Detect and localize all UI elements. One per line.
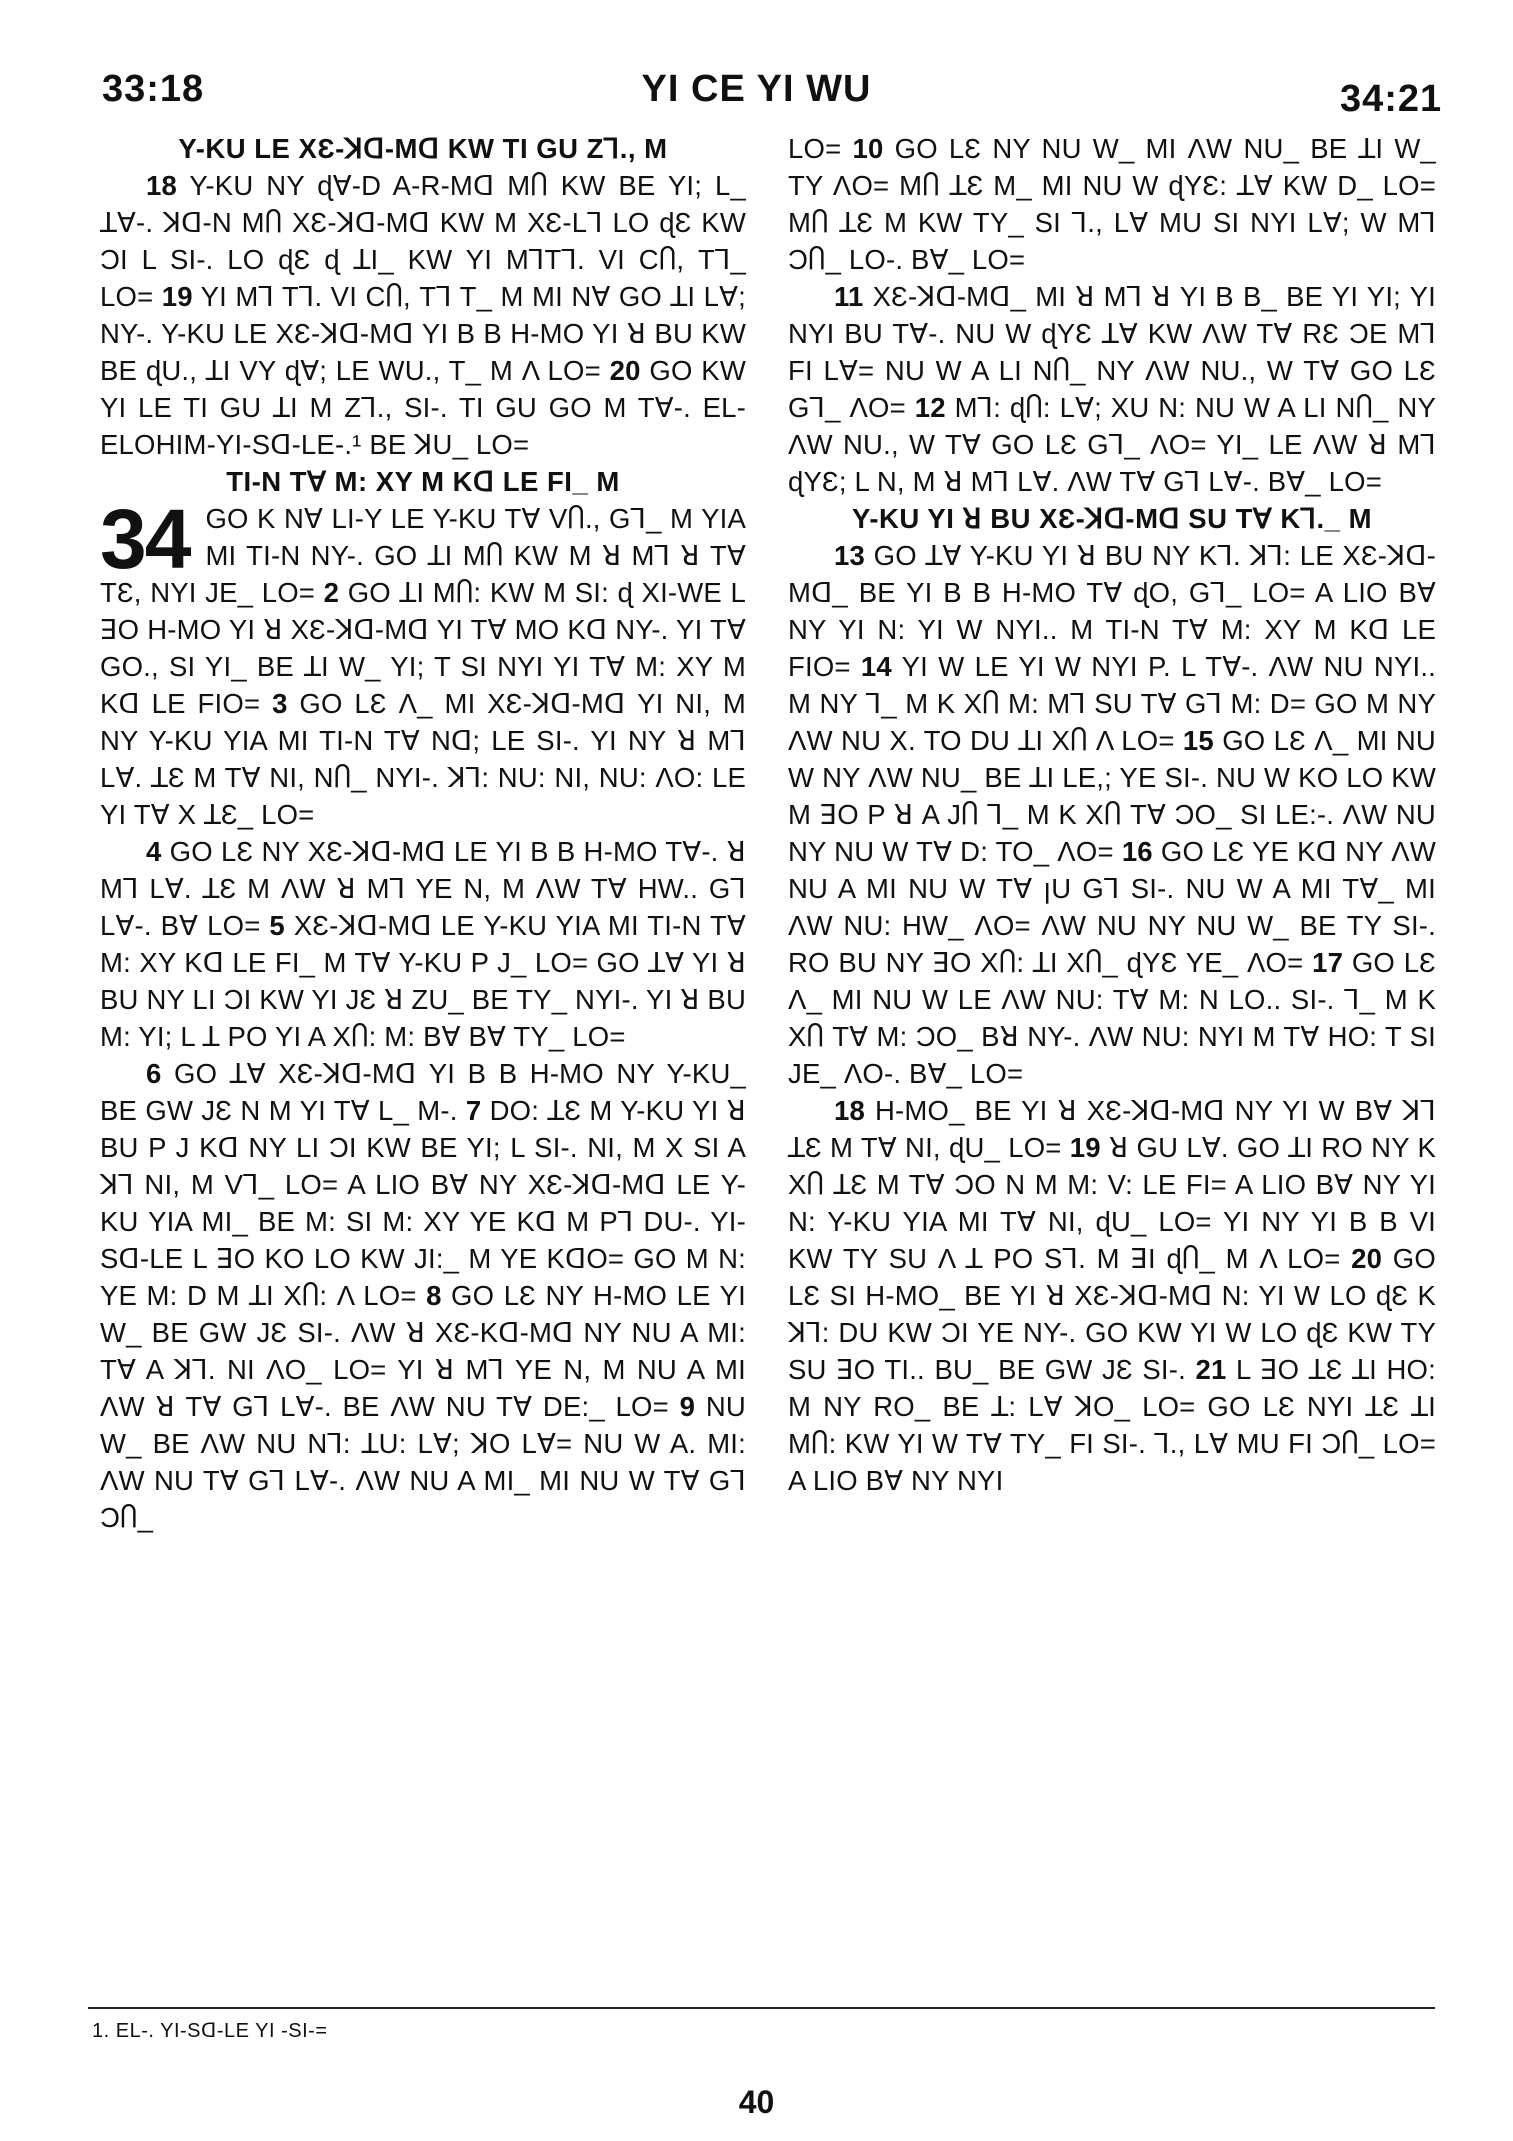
verse-text: GO LƐ Λ_ MI XƐ-ꓘᗡ-Mᗡ YI NI, M NY Y-KU YIA MI TI-N TⱯ Nᗡ; LE SI-. YI NY ꓤ M⅂ LⱯ. ꓕƐ M TⱯ NI, NႶ_ NYI-. ꓘ⅂: NU: NI, NU: ΛO: LE YI TⱯ X ꓕƐ_ LO= [100, 688, 746, 830]
section-heading: TI-N TⱯ M: XY M Kᗡ LE FI_ M [226, 466, 620, 497]
verse-text: L ꓱO ꓕƐ ꓕI HO: M NY RO_ BE ꓕ: LⱯ ꓘO_ LO= GO LƐ NYI ꓕƐ ꓕI MႶ: KW YI W TⱯ TY_ FI SI-. ⅂., LⱯ MU FI ƆႶ_ LO= A LIO BⱯ NY NYI [788, 1354, 1436, 1496]
header-book-title: YI CE YI WU [641, 68, 872, 110]
verse-number: 19 [161, 281, 193, 312]
verse-text: LO= [788, 133, 842, 164]
footnote-divider [88, 2007, 1435, 2009]
verse-text: Y-KU NY ɖⱯ-D A-R-Mᗡ MႶ KW BE YI; L_ ꓕⱯ-. ꓘᗡ-N MႶ XƐ-ꓘᗡ-Mᗡ KW M XƐ-L⅂ LO ɖƐ KW ƆI L SI-. LO ɖƐ ɖ ꓕI_ KW YI M⅂T⅂. VI CႶ, T⅂_ LO= [100, 170, 746, 312]
verse-text: GO ꓕⱯ Y-KU YI ꓤ BU NY K⅂. ꓘ⅂: LE XƐ-ꓘᗡ-Mᗡ_ BE YI B B H-MO TⱯ ɖO, G⅂_ LO= A LIO BⱯ NY YI N: YI W NYI.. M TI-N TⱯ M: XY M Kᗡ LE FIO= [788, 540, 1436, 682]
verse-number: 4 [146, 836, 162, 867]
verse-number: 20 [609, 355, 641, 386]
verse-number: 3 [272, 688, 288, 719]
verse-text: XƐ-ꓘᗡ-Mᗡ LE Y-KU YIA MI TI-N TⱯ M: XY Kᗡ LE FI_ M TⱯ Y-KU P J_ LO= GO ꓕⱯ YI ꓤ BU NY LI ƆI KW YI JƐ ꓤ ZU_ BE TY_ NYI-. YI ꓤ BU M: YI; L ꓕ PO YI A XႶ: M: BⱯ BⱯ TY_ LO= [100, 910, 747, 1052]
verse-number: 13 [834, 540, 865, 571]
verse-text: NU W_ BE ΛW NU N⅂: ꓕU: LⱯ; ꓘO LⱯ= NU W A. MI: ΛW NU TⱯ G⅂ LⱯ-. ΛW NU A MI_ MI NU W TⱯ G⅂ ƆႶ_ [100, 1391, 746, 1533]
paragraph [100, 1055, 746, 1536]
left-column [100, 130, 746, 1536]
verse-number: 20 [1351, 1243, 1383, 1274]
verse-text: M⅂: ɖႶ: LⱯ; XU N: NU W A LI NႶ_ NY ΛW NU., W TⱯ GO LƐ G⅂_ ΛO= YI_ LE ΛW ꓤ M⅂ ɖYƐ; L N, M ꓤ M⅂ LⱯ. ΛW TⱯ G⅂ LⱯ-. BⱯ_ LO= [788, 392, 1437, 497]
verse-text: GO ꓕI MႶ: KW M SI: ɖ XI-WE L ꓱO H-MO YI ꓤ XƐ-ꓘᗡ-Mᗡ YI TⱯ MO Kᗡ NY-. YI TⱯ GO., SI YI_ BE ꓕI W_ YI; T SI NYI YI TⱯ M: XY M Kᗡ LE FIO= [100, 577, 747, 719]
verse-number: 16 [1121, 836, 1153, 867]
page-number: 40 [738, 2084, 775, 2120]
verse-number: 15 [1182, 725, 1214, 756]
verse-number: 10 [852, 133, 884, 164]
verse-number: 5 [269, 910, 285, 941]
verse-text: DO: ꓕƐ M Y-KU YI ꓤ BU P J Kᗡ NY LI ƆI KW BE YI; L SI-. NI, M X SI A ꓘ⅂ NI, M V⅂_ LO= A LIO BⱯ NY XƐ-ꓘᗡ-Mᗡ LE Y-KU YIA MI_ BE M: SI M: XY YE Kᗡ M P⅂ DU-. YI-Sᗡ-LE L ꓱO KO LO KW JI:_ M YE KᗡO= GO M N: YE M: D M ꓕI XႶ: Λ LO= [100, 1095, 746, 1311]
verse-number: 19 [1069, 1132, 1101, 1163]
header-left-reference: 33:18 [102, 68, 205, 110]
verse-text: GO LƐ NY H-MO LE YI W_ BE GW JƐ SI-. ΛW ꓤ XƐ-Kᗡ-Mᗡ NY NU A MI: TⱯ A ꓘ⅂. NI ΛO_ LO= YI ꓤ M⅂ YE N, M NU A MI ΛW ꓤ TⱯ G⅂ LⱯ-. BE ΛW NU TⱯ DE:_ LO= [100, 1280, 746, 1422]
section-heading: Y-KU YI ꓤ BU XƐ-ꓘᗡ-Mᗡ SU TⱯ K⅂._ M [852, 503, 1372, 534]
chapter-opening-paragraph [100, 492, 747, 833]
verse-text: GO LƐ SI H-MO_ BE YI ꓤ XƐ-ꓘᗡ-Mᗡ N: YI W LO ɖƐ K ꓘ⅂: DU KW ƆI YE NY-. GO KW YI W LO ɖƐ KW TY SU ꓱO TI.. BU_ BE GW JƐ SI-. [788, 1243, 1436, 1385]
chapter-number: 34 [100, 492, 190, 586]
verse-text: GO LƐ Λ_ MI NU W NY ΛW NU_ BE ꓕI LE,; YE SI-. NU W KO LO KW M ꓱO P ꓤ A JႶ ⅂_ M K XႶ TⱯ ƆO_ SI LE:-. ΛW NU NY NU W TⱯ D: TO_ ΛO= [788, 725, 1436, 867]
paragraph [788, 1092, 1436, 1499]
paragraph [788, 130, 1436, 278]
right-column [788, 130, 1436, 1499]
verse-number: 14 [860, 651, 892, 682]
section-heading: Y-KU LE XƐ-ꓘᗡ-Mᗡ KW TI GU Z⅂., M [178, 133, 668, 164]
verse-text: YI M⅂ T⅂. VI CႶ, T⅂ T_ M MI NⱯ GO ꓕI LⱯ; NY-. Y-KU LE XƐ-ꓘᗡ-Mᗡ YI B B H-MO YI ꓤ BU KW BE ɖU., ꓕI VY ɖⱯ; LE WU., T_ M Λ LO= [100, 281, 746, 386]
verse-text: XƐ-ꓘᗡ-Mᗡ_ MI ꓤ M⅂ ꓤ YI B B_ BE YI YI; YI NYI BU TⱯ-. NU W ɖYƐ ꓕⱯ KW ΛW TⱯ RƐ ƆE M⅂ FI LⱯ= NU W A LI NႶ_ NY ΛW NU., W TⱯ GO LƐ G⅂_ ΛO= [788, 281, 1436, 423]
paragraph [100, 167, 746, 463]
paragraph [788, 278, 1436, 500]
verse-number: 11 [834, 281, 864, 312]
verse-number: 17 [1312, 947, 1344, 978]
verse-text: GO LƐ NY XƐ-ꓘᗡ-Mᗡ LE YI B B H-MO TⱯ-. ꓤ M⅂ LⱯ. ꓕƐ M ΛW ꓤ M⅂ YE N, M ΛW TⱯ HW.. G⅂ LⱯ-. BⱯ LO= [100, 836, 746, 941]
header-right-reference: 34:21 [1340, 78, 1443, 120]
verse-number: 18 [146, 170, 177, 201]
verse-text: GO KW YI LE TI GU ꓕI M Z⅂., SI-. TI GU GO M TⱯ-. EL-ELOHIM-YI-Sᗡ-LE-.¹ BE ꓘU_ LO= [100, 355, 747, 460]
verse-text: GO ꓕⱯ XƐ-ꓘᗡ-Mᗡ YI B B H-MO NY Y-KU_ BE GW JƐ N M YI TⱯ L_ M-. [100, 1058, 746, 1126]
verse-number: 21 [1195, 1354, 1227, 1385]
verse-number: 8 [426, 1280, 442, 1311]
verse-number: 12 [914, 392, 946, 423]
verse-text: GO K NⱯ LI-Y LE Y-KU TⱯ VႶ., G⅂_ M YIA MI TI-N NY-. GO ꓕI MႶ KW M ꓤ M⅂ ꓤ TⱯ TƐ, NYI JE_ LO= [100, 503, 746, 608]
verse-number: 6 [146, 1058, 162, 1089]
verse-text: YI W LE YI W NYI P. L TⱯ-. ΛW NU NYI.. M NY ⅂_ M K XႶ M: M⅂ SU TⱯ G⅂ M: D= GO M NY ΛW NU X. TO DU ꓕI XႶ Λ LO= [788, 651, 1437, 756]
verse-text: GO LƐ YE Kᗡ NY ΛW NU A MI NU W TⱯ ꞁU G⅂ SI-. NU W A MI TⱯ_ MI ΛW NU: HW_ ΛO= ΛW NU NY NU W_ BE TY SI-. RO BU NY ꓱO XႶ: ꓕI XႶ_ ɖYƐ YE_ ΛO= [788, 836, 1436, 978]
footnote: 1. EL-. YI-Sᗡ-LE YI -SI-= [92, 2020, 328, 2042]
paragraph [100, 833, 746, 1055]
verse-number: 9 [679, 1391, 696, 1422]
verse-text: ꓤ GU LⱯ. GO ꓕI RO NY K XႶ ꓕƐ M TⱯ ƆO N M M: V: LE FI= A LIO BⱯ NY YI N: Y-KU YIA MI TⱯ NI, ɖU_ LO= YI NY YI B B VI KW TY SU Λ ꓕ PO S⅂. M ꓱI ɖႶ_ M Λ LO= [788, 1132, 1436, 1274]
verse-text: GO LƐ Λ_ MI NU W LE ΛW NU: TⱯ M: N LO.. SI-. ⅂_ M K XႶ TⱯ M: ƆO_ Bꓤ NY-. ΛW NU: NYI M TⱯ HO: T SI JE_ ΛO-. BⱯ_ LO= [788, 947, 1436, 1089]
verse-number: 18 [834, 1095, 865, 1126]
verse-number: 2 [323, 577, 340, 608]
verse-text: GO LƐ NY NU W_ MI ΛW NU_ BE ꓕI W_ TY ΛO= MႶ ꓕƐ M_ MI NU W ɖYƐ: ꓕⱯ KW D_ LO= MႶ ꓕƐ M KW TY_ SI ⅂., LⱯ MU SI NYI LⱯ; W M⅂ ƆႶ_ LO-. BⱯ_ LO= [788, 133, 1436, 275]
verse-number: 7 [465, 1095, 482, 1126]
verse-text: H-MO_ BE YI ꓤ XƐ-ꓘᗡ-Mᗡ NY YI W BⱯ ꓘ⅂ ꓕƐ M TⱯ NI, ɖU_ LO= [788, 1095, 1436, 1163]
paragraph [788, 537, 1436, 1092]
